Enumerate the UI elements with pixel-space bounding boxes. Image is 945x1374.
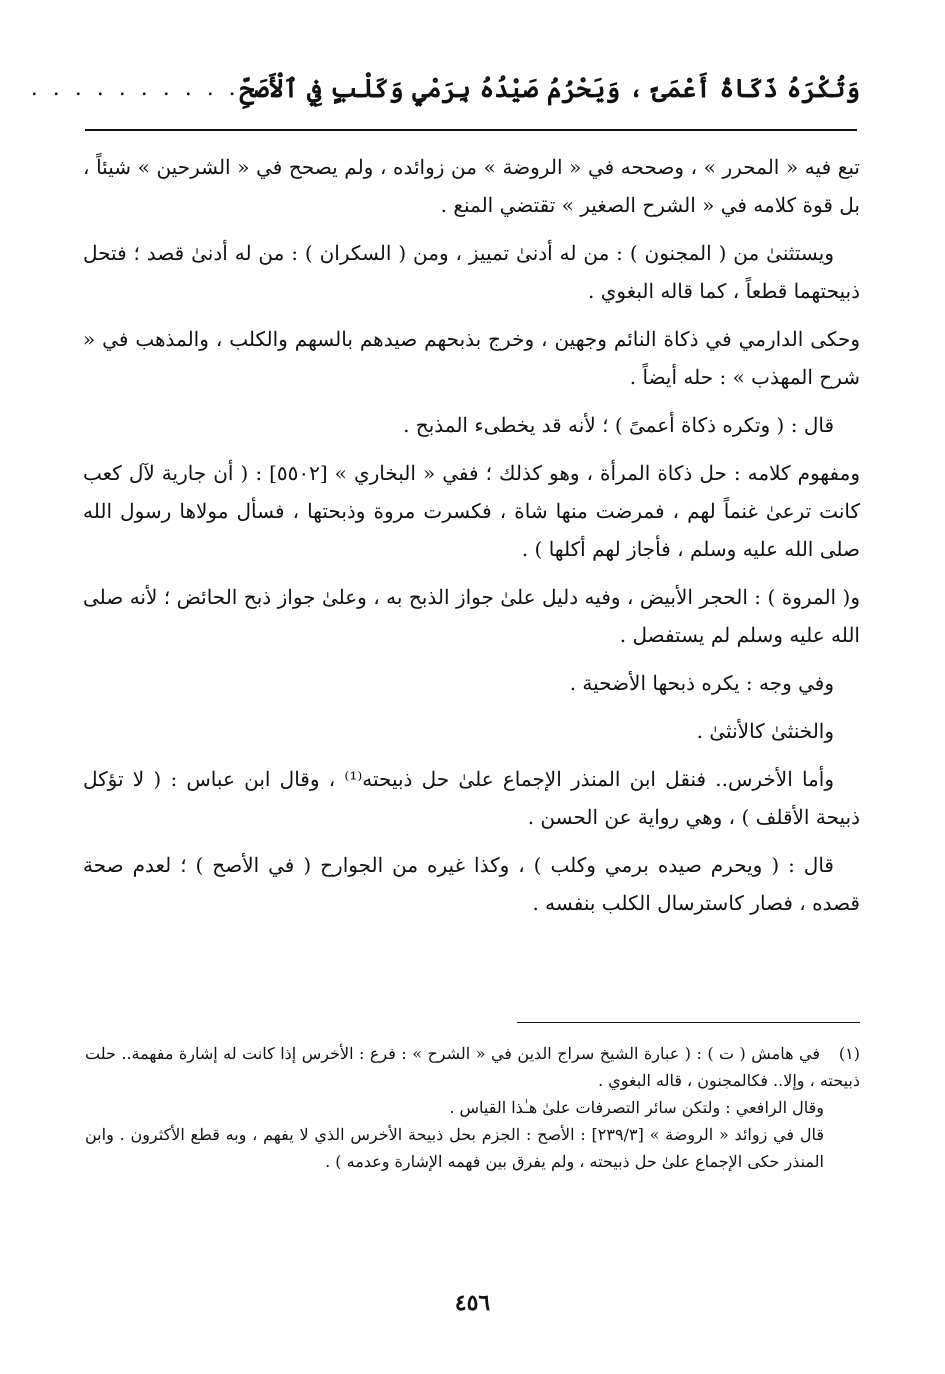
- paragraph: قال : ( وتكره ذكاة أعمىً ) ؛ لأنه قد يخطىء المذبح .: [403, 413, 834, 437]
- running-header-dots: . . . . . . . . . .: [30, 75, 240, 101]
- footnote-text: في هامش ( ت ) : ( عبارة الشيخ سراج الدين في « الشرح » : فرع : الأخرس إذا كانت له إشارة مفهمة.. حلت ذبيحته ، وإلا.. فكالمجنون ، قاله البغوي .: [85, 1044, 860, 1090]
- paragraph: ومفهوم كلامه : حل ذكاة المرأة ، وهو كذلك ؛ ففي « البخاري » [٥٥٠٢] : ( أن جارية لآل كعب كانت ترعىٰ غنماً لهم ، فمرضت منها شاة ، فكسرت مروة وذبحتها ، فسأل مولاها رسول الله صلى الله عليه وسلم ، فأجاز لهم أكلها ) .: [83, 461, 860, 561]
- paragraph: و( المروة ) : الحجر الأبيض ، وفيه دليل علىٰ جواز الذبح به ، وعلىٰ جواز ذبح الحائض ؛ لأنه صلى الله عليه وسلم لم يستفصل .: [83, 585, 860, 647]
- running-header: [30, 62, 860, 114]
- running-header-title: وَتُكْرَهُ ذَكَاةُ أَعْمَىً ، وَيَحْرُمُ صَيْدُهُ بِرَمْيٍ وَكَلْبٍ فِي ٱلْأَصَحِّ: [239, 73, 860, 103]
- header-divider: [85, 129, 857, 131]
- paragraph: وحكى الدارمي في ذكاة النائم وجهين ، وخرج بذبحهم صيدهم بالسهم والكلب ، والمذهب في « شرح المهذب » : حله أيضاً .: [83, 327, 860, 389]
- footnote-line: قال في زوائد « الروضة » [٢٣٩/٣] : الأصح : الجزم بحل ذبيحة الأخرس الذي لا يفهم ، وبه قطع الأكثرون . وابن المنذر حكى الإجماع علىٰ حل ذبيحته ، ولم يفرق بين فهمه الإشارة وعدمه ) .: [85, 1125, 824, 1171]
- paragraph: والخنثىٰ كالأنثىٰ .: [696, 719, 834, 743]
- page-number: ٤٥٦: [454, 1290, 491, 1316]
- footnote-line: وقال الرافعي : ولتكن سائر التصرفات علىٰ هـٰذا القياس .: [449, 1098, 824, 1117]
- paragraph: تبع فيه « المحرر » ، وصححه في « الروضة » من زوائده ، ولم يصحح في « الشرحين » شيئاً ، بل قوة كلامه في « الشرح الصغير » تقتضي المنع .: [83, 155, 860, 217]
- footnote-line: [85, 1040, 860, 1094]
- paragraph: وأما الأخرس.. فنقل ابن المنذر الإجماع علىٰ حل ذبيحته⁽¹⁾ ، وقال ابن عباس : ( لا تؤكل ذبيحة الأقلف ) ، وهي رواية عن الحسن .: [83, 767, 860, 829]
- footnote-marker: (١): [838, 1044, 860, 1063]
- paragraph: قال : ( ويحرم صيده برمي وكلب ) ، وكذا غيره من الجوارح ( في الأصح ) ؛ لعدم صحة قصده ، فصار كاسترسال الكلب بنفسه .: [83, 853, 860, 915]
- footnote-divider: [517, 1022, 860, 1023]
- footnotes: [85, 1040, 860, 1175]
- main-text: [83, 148, 860, 932]
- paragraph: وفي وجه : يكره ذبحها الأضحية .: [569, 671, 834, 695]
- paragraph: ويستثنىٰ من ( المجنون ) : من له أدنىٰ تمييز ، ومن ( السكران ) : من له أدنىٰ قصد ؛ فتحل ذبيحتهما قطعاً ، كما قاله البغوي .: [83, 241, 860, 303]
